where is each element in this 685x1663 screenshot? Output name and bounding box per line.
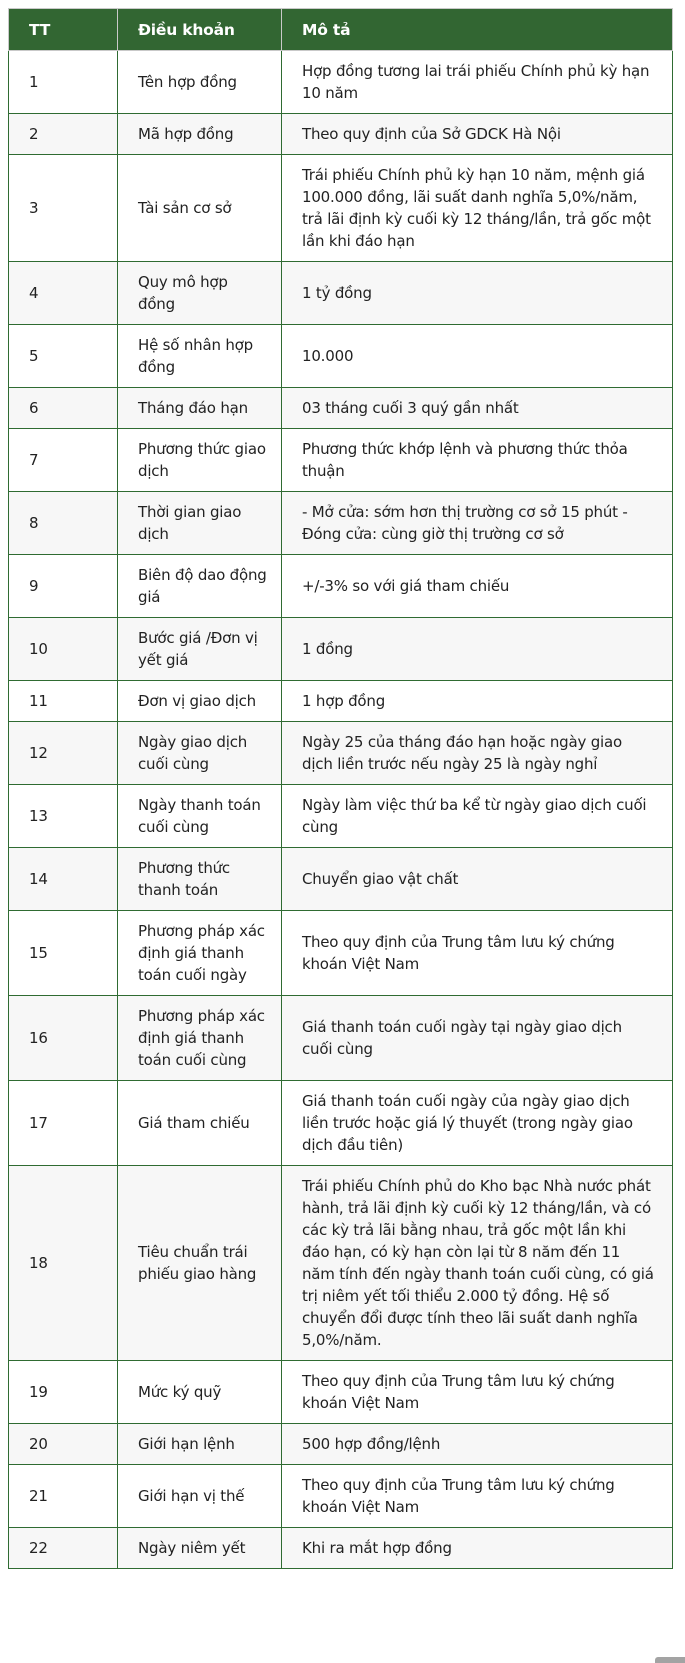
table-row xyxy=(9,388,673,429)
cell-term: Mức ký quỹ xyxy=(118,1361,282,1424)
cell-term: Phương pháp xác định giá thanh toán cuối ngày xyxy=(118,911,282,996)
cell-description: Trái phiếu Chính phủ kỳ hạn 10 năm, mệnh giá 100.000 đồng, lãi suất danh nghĩa 5,0%/năm, trả lãi định kỳ cuối kỳ 12 tháng/lần, trả gốc một lần khi đáo hạn xyxy=(282,155,673,262)
table-row xyxy=(9,155,673,262)
table-body xyxy=(9,51,673,1569)
column-header-term: Điều khoản xyxy=(118,9,282,51)
cell-description: Theo quy định của Sở GDCK Hà Nội xyxy=(282,114,673,155)
cell-description: 1 hợp đồng xyxy=(282,681,673,722)
cell-number: 1 xyxy=(9,51,118,114)
cell-description: +/-3% so với giá tham chiếu xyxy=(282,555,673,618)
cell-number: 12 xyxy=(9,722,118,785)
table-row xyxy=(9,1361,673,1424)
cell-term: Ngày niêm yết xyxy=(118,1528,282,1569)
cell-term: Giới hạn vị thế xyxy=(118,1465,282,1528)
table-row xyxy=(9,114,673,155)
cell-description: Khi ra mắt hợp đồng xyxy=(282,1528,673,1569)
cell-description: Hợp đồng tương lai trái phiếu Chính phủ kỳ hạn 10 năm xyxy=(282,51,673,114)
table-row xyxy=(9,325,673,388)
cell-number: 14 xyxy=(9,848,118,911)
cell-number: 9 xyxy=(9,555,118,618)
cell-term: Ngày giao dịch cuối cùng xyxy=(118,722,282,785)
cell-description: Theo quy định của Trung tâm lưu ký chứng khoán Việt Nam xyxy=(282,1361,673,1424)
cell-description: Phương thức khớp lệnh và phương thức thỏa thuận xyxy=(282,429,673,492)
cell-number: 18 xyxy=(9,1166,118,1361)
table-row xyxy=(9,262,673,325)
cell-term: Ngày thanh toán cuối cùng xyxy=(118,785,282,848)
cell-description: Chuyển giao vật chất xyxy=(282,848,673,911)
table-header xyxy=(9,9,673,51)
cell-term: Mã hợp đồng xyxy=(118,114,282,155)
table-row xyxy=(9,1081,673,1166)
table-row xyxy=(9,785,673,848)
cell-number: 4 xyxy=(9,262,118,325)
table-row xyxy=(9,51,673,114)
table-row xyxy=(9,492,673,555)
table-row xyxy=(9,911,673,996)
cell-number: 7 xyxy=(9,429,118,492)
cell-term: Hệ số nhân hợp đồng xyxy=(118,325,282,388)
cell-number: 15 xyxy=(9,911,118,996)
cell-description: Theo quy định của Trung tâm lưu ký chứng khoán Việt Nam xyxy=(282,911,673,996)
table-row xyxy=(9,1465,673,1528)
cell-term: Tháng đáo hạn xyxy=(118,388,282,429)
cell-description: 1 tỷ đồng xyxy=(282,262,673,325)
cell-term: Bước giá /Đơn vị yết giá xyxy=(118,618,282,681)
cell-description: Theo quy định của Trung tâm lưu ký chứng khoán Việt Nam xyxy=(282,1465,673,1528)
contract-spec-table-container xyxy=(8,8,672,1569)
cell-term: Phương thức giao dịch xyxy=(118,429,282,492)
cell-term: Thời gian giao dịch xyxy=(118,492,282,555)
cell-number: 22 xyxy=(9,1528,118,1569)
table-row xyxy=(9,681,673,722)
cell-number: 2 xyxy=(9,114,118,155)
cell-description: Giá thanh toán cuối ngày tại ngày giao dịch cuối cùng xyxy=(282,996,673,1081)
table-row xyxy=(9,618,673,681)
table-row xyxy=(9,1166,673,1361)
cell-description: 1 đồng xyxy=(282,618,673,681)
cell-number: 10 xyxy=(9,618,118,681)
cell-number: 19 xyxy=(9,1361,118,1424)
cell-term: Phương pháp xác định giá thanh toán cuối cùng xyxy=(118,996,282,1081)
cell-term: Phương thức thanh toán xyxy=(118,848,282,911)
cell-term: Tài sản cơ sở xyxy=(118,155,282,262)
contract-spec-table xyxy=(8,8,673,1569)
table-row xyxy=(9,848,673,911)
cell-description: 10.000 xyxy=(282,325,673,388)
cell-number: 3 xyxy=(9,155,118,262)
cell-description: Ngày làm việc thứ ba kể từ ngày giao dịch cuối cùng xyxy=(282,785,673,848)
column-header-tt: TT xyxy=(9,9,118,51)
cell-number: 16 xyxy=(9,996,118,1081)
cell-number: 17 xyxy=(9,1081,118,1166)
cell-number: 20 xyxy=(9,1424,118,1465)
cell-term: Tên hợp đồng xyxy=(118,51,282,114)
cell-number: 11 xyxy=(9,681,118,722)
cell-term: Giá tham chiếu xyxy=(118,1081,282,1166)
cell-number: 21 xyxy=(9,1465,118,1528)
cell-term: Giới hạn lệnh xyxy=(118,1424,282,1465)
table-row xyxy=(9,996,673,1081)
table-row xyxy=(9,1528,673,1569)
table-row xyxy=(9,1424,673,1465)
cell-description: 500 hợp đồng/lệnh xyxy=(282,1424,673,1465)
column-header-description: Mô tả xyxy=(282,9,673,51)
table-row xyxy=(9,429,673,492)
cell-description: Trái phiếu Chính phủ do Kho bạc Nhà nước phát hành, trả lãi định kỳ cuối kỳ 12 tháng/lần, và có các kỳ trả lãi bằng nhau, trả gốc một lần khi đáo hạn, có kỳ hạn còn lại từ 8 năm đến 11 năm tính đến ngày thanh toán cuối cùng, có giá trị niêm yết tối thiểu 2.000 tỷ đồng. Hệ số chuyển đổi được tính theo lãi suất danh nghĩa 5,0%/năm. xyxy=(282,1166,673,1361)
cell-number: 5 xyxy=(9,325,118,388)
cell-description: - Mở cửa: sớm hơn thị trường cơ sở 15 phút - Đóng cửa: cùng giờ thị trường cơ sở xyxy=(282,492,673,555)
cell-description: 03 tháng cuối 3 quý gần nhất xyxy=(282,388,673,429)
cell-term: Đơn vị giao dịch xyxy=(118,681,282,722)
cell-description: Ngày 25 của tháng đáo hạn hoặc ngày giao dịch liền trước nếu ngày 25 là ngày nghỉ xyxy=(282,722,673,785)
scroll-to-top-button[interactable] xyxy=(655,1657,685,1663)
cell-number: 6 xyxy=(9,388,118,429)
cell-number: 13 xyxy=(9,785,118,848)
cell-number: 8 xyxy=(9,492,118,555)
cell-term: Quy mô hợp đồng xyxy=(118,262,282,325)
header-row xyxy=(9,9,673,51)
table-row xyxy=(9,722,673,785)
cell-description: Giá thanh toán cuối ngày của ngày giao dịch liền trước hoặc giá lý thuyết (trong ngày giao dịch đầu tiên) xyxy=(282,1081,673,1166)
table-row xyxy=(9,555,673,618)
cell-term: Biên độ dao động giá xyxy=(118,555,282,618)
cell-term: Tiêu chuẩn trái phiếu giao hàng xyxy=(118,1166,282,1361)
